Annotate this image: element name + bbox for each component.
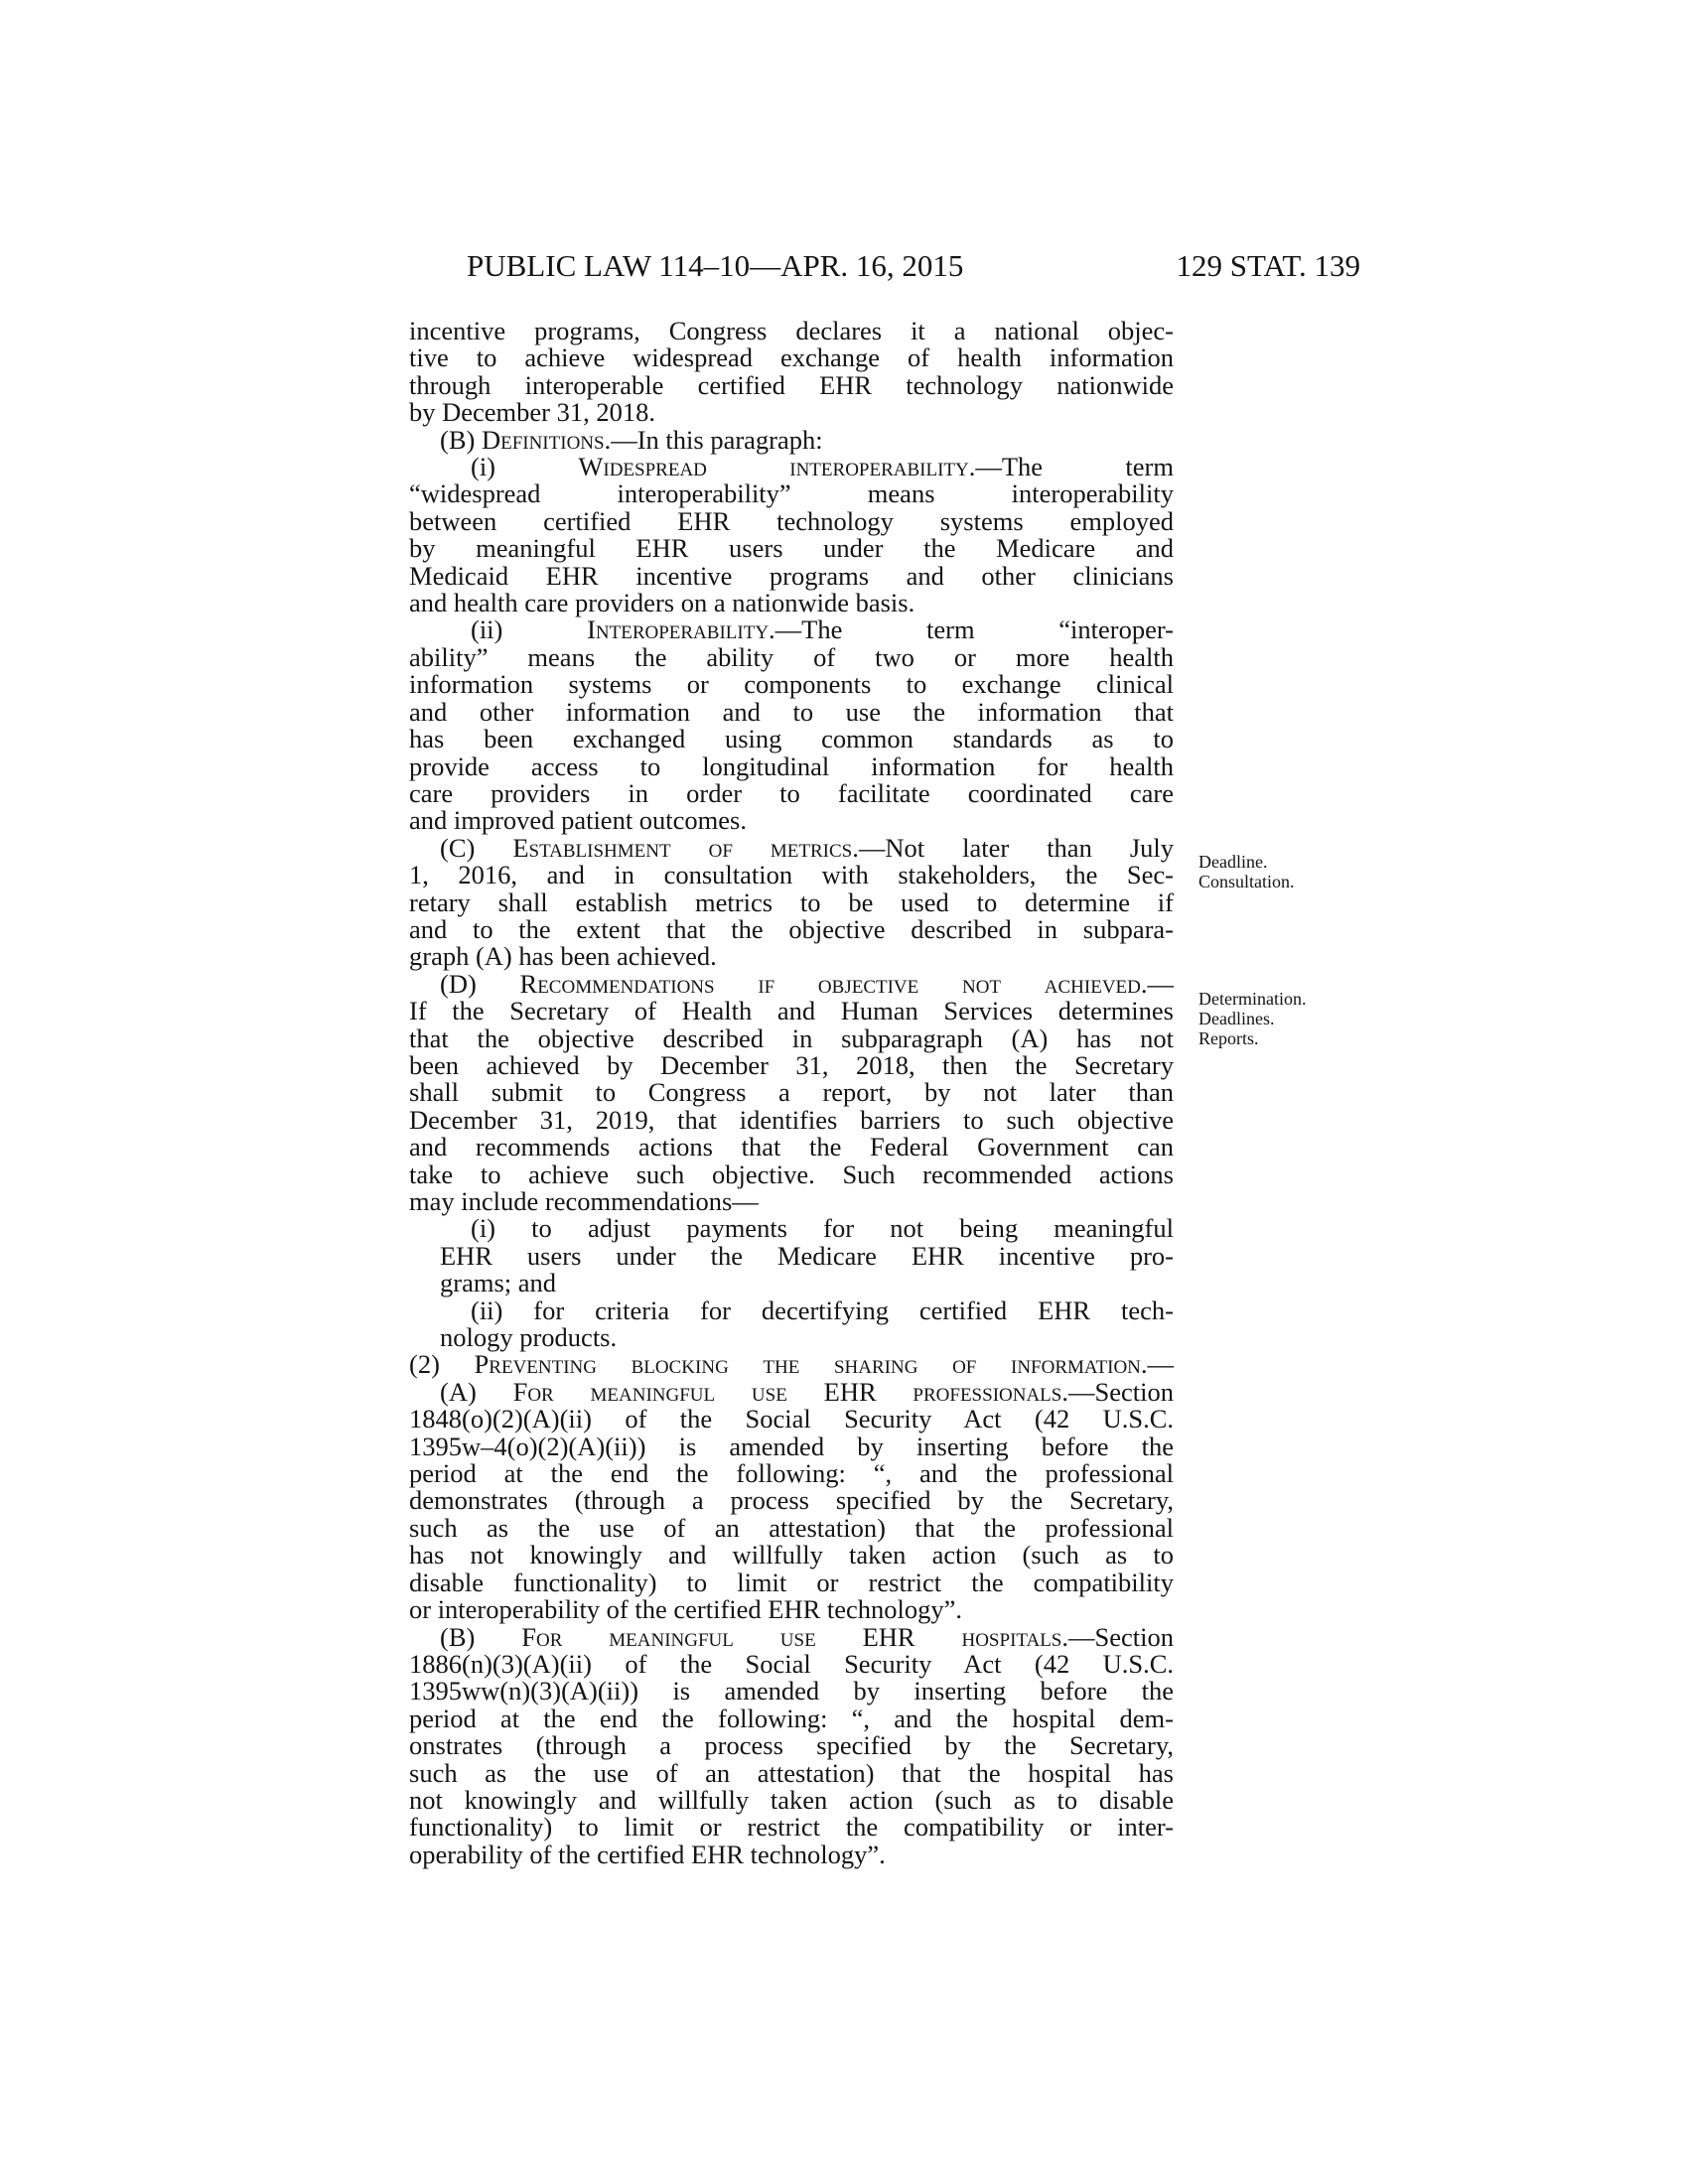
caption: For meaningful use EHR professionals (512, 1376, 1062, 1407)
text-line: tive to achieve widespread exchange of health information (409, 342, 1174, 373)
text-line: such as the use of an attestation) that the professional (409, 1512, 1174, 1543)
text-line: EHR users under the Medicare EHR incentive pro- (440, 1240, 1174, 1271)
subparagraph-b-heading: (B) Definitions.—In this paragraph: (440, 424, 823, 455)
text-line: between certified EHR technology systems employed (409, 505, 1174, 536)
clause-di: (i) to adjust payments for not being meaningful (471, 1213, 1174, 1244)
margin-note-deadline (1198, 852, 1295, 891)
text-line: December 31, 2019, that identifies barriers to such objective (409, 1104, 1174, 1135)
caption: Establishment of metrics (512, 832, 853, 863)
text-line: by December 31, 2018. (409, 397, 655, 428)
text-line: nology products. (440, 1322, 618, 1353)
clause-dii: (ii) for criteria for decertifying certified EHR tech- (471, 1295, 1174, 1325)
margin-note-line: Reports. (1198, 1028, 1259, 1048)
text-line: provide access to longitudinal information for health (409, 751, 1174, 781)
law-title: PUBLIC LAW 114–10—APR. 16, 2015 (467, 248, 964, 283)
text-line: and other information and to use the information that (409, 696, 1174, 727)
subparagraph-c-heading: (C) Establishment of metrics.—Not later than July (440, 832, 1174, 863)
text-line: 1886(n)(3)(A)(ii) of the Social Security Act (42 U.S.C. (409, 1648, 1174, 1679)
text-line: that the objective described in subparagraph (A) has not (409, 1023, 1174, 1053)
caption: Interoperability (587, 614, 770, 645)
text-line: has been exchanged using common standards as to (409, 724, 1174, 754)
text-line: or interoperability of the certified EHR technology”. (409, 1594, 963, 1625)
text-line: and improved patient outcomes. (409, 805, 747, 836)
text-line: such as the use of an attestation) that the hospital has (409, 1757, 1174, 1788)
text-line: not knowingly and willfully taken action (such as to disable (409, 1784, 1174, 1815)
text-line: care providers in order to facilitate coordinated care (409, 777, 1174, 808)
caption: Recommendations if objective not achieved (519, 968, 1141, 999)
text-line: demonstrates (through a process specified by the Secretary, (409, 1485, 1174, 1516)
clause-bi-heading: (i) Widespread interoperability.—The term (471, 452, 1174, 482)
statute-body (409, 318, 1174, 1868)
subparagraph-2a-heading: (A) For meaningful use EHR professionals.—Section (440, 1376, 1174, 1407)
text-line: Medicaid EHR incentive programs and other clinicians (409, 560, 1174, 591)
text-line: information systems or components to exchange clinical (409, 669, 1174, 700)
text-line: graph (A) has been achieved. (409, 941, 717, 972)
text-line: 1395ww(n)(3)(A)(ii)) is amended by inserting before the (409, 1676, 1174, 1706)
margin-note-determination (1198, 989, 1306, 1048)
paragraph-2-heading: (2) Preventing blocking the sharing of information.— (409, 1349, 1175, 1380)
page-header (467, 246, 1360, 286)
text-line: take to achieve such objective. Such recommended actions (409, 1159, 1174, 1189)
margin-note-line: Determination. (1198, 989, 1307, 1009)
subparagraph-d-heading: (D) Recommendations if objective not achieved.— (440, 968, 1174, 999)
text-line: and health care providers on a nationwide basis. (409, 588, 915, 618)
text-line: ability” means the ability of two or more health (409, 641, 1174, 672)
text-line: 1848(o)(2)(A)(ii) of the Social Security Act (42 U.S.C. (409, 1404, 1174, 1434)
text-line: incentive programs, Congress declares it a national objec- (409, 316, 1174, 345)
text-line: period at the end the following: “, and the hospital dem- (409, 1703, 1174, 1733)
text-line: and to the extent that the objective described in subpara- (409, 913, 1174, 944)
text-line: disable functionality) to limit or restrict the compatibility (409, 1567, 1174, 1597)
subparagraph-2b-heading: (B) For meaningful use EHR hospitals.—Section (440, 1621, 1174, 1652)
page-number: 129 STAT. 139 (1176, 248, 1360, 283)
text-line: onstrates (through a process specified by the Secretary, (409, 1730, 1174, 1761)
text-line: 1, 2016, and in consultation with stakeholders, the Sec- (409, 860, 1174, 890)
caption: Definitions (481, 424, 605, 455)
text-line: operability of the certified EHR technology”. (409, 1839, 886, 1869)
caption: For meaningful use EHR hospitals (521, 1621, 1062, 1652)
text-line: retary shall establish metrics to be used to determine if (409, 887, 1174, 917)
text-line: shall submit to Congress a report, by not later than (409, 1077, 1174, 1108)
margin-note-line: Deadline. (1198, 852, 1268, 872)
text-line: 1395w–4(o)(2)(A)(ii)) is amended by inserting before the (409, 1431, 1174, 1461)
text-line: through interoperable certified EHR technology nationwide (409, 369, 1174, 400)
text-line: may include recommendations— (409, 1186, 759, 1216)
text-line: by meaningful EHR users under the Medicare and (409, 533, 1174, 564)
text-line: been achieved by December 31, 2018, then the Secretary (409, 1049, 1174, 1080)
text-line: functionality) to limit or restrict the compatibility or inter- (409, 1812, 1174, 1843)
margin-note-line: Consultation. (1198, 872, 1295, 891)
caption: Widespread interoperability (578, 452, 969, 482)
caption: Preventing blocking the sharing of information (474, 1349, 1141, 1380)
text-line: and recommends actions that the Federal Government can (409, 1132, 1174, 1162)
text-line: has not knowingly and willfully taken action (such as to (409, 1540, 1174, 1570)
margin-note-line: Deadlines. (1198, 1009, 1275, 1028)
text-line: period at the end the following: “, and the professional (409, 1458, 1174, 1489)
text-line: If the Secretary of Health and Human Services determines (409, 996, 1174, 1026)
text-line: grams; and (440, 1268, 557, 1298)
text-line: “widespread interoperability” means interoperability (409, 478, 1174, 509)
clause-bii-heading: (ii) Interoperability.—The term “interoper- (471, 614, 1175, 645)
